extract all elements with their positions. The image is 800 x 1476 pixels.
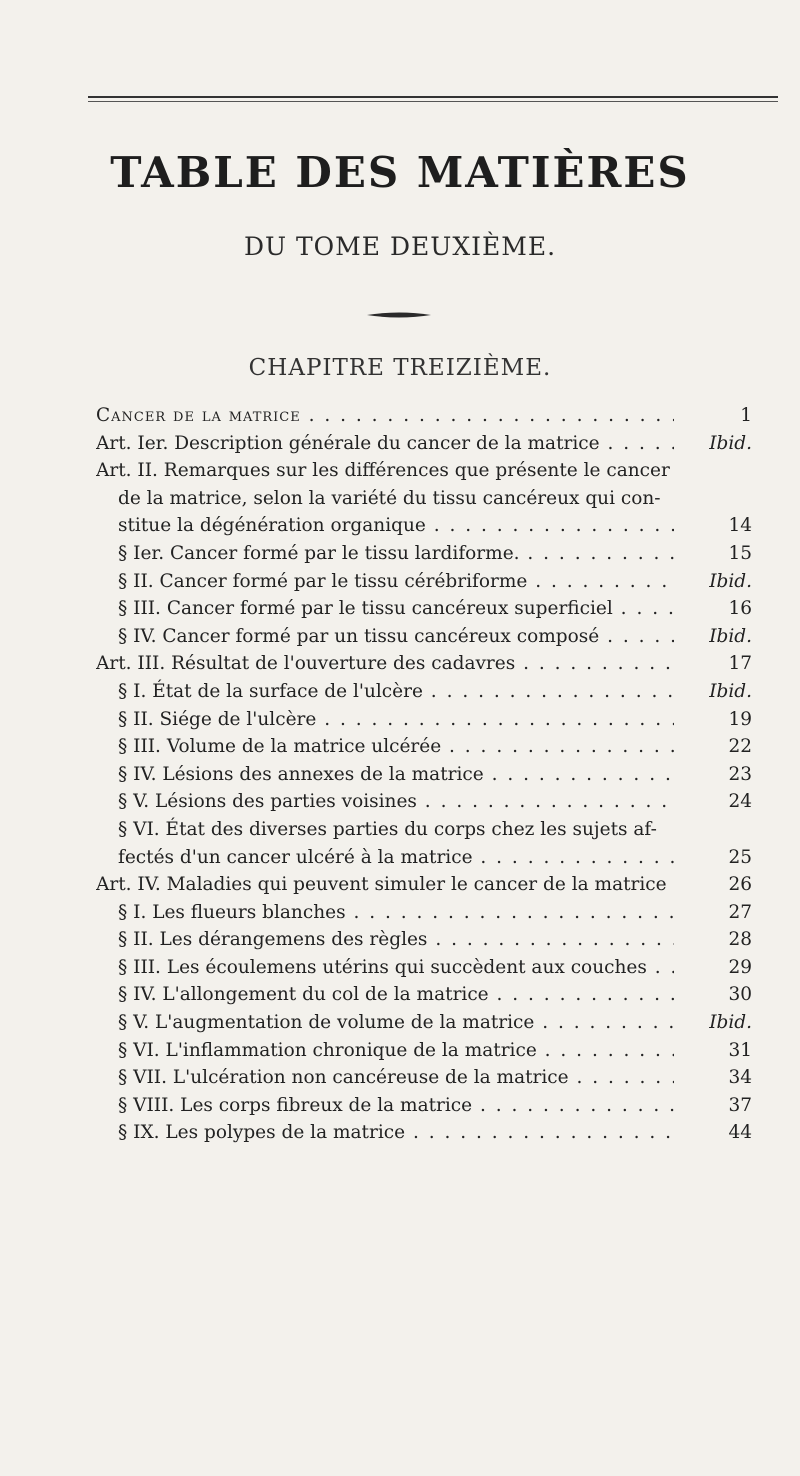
toc-entry-text: § III. Cancer formé par le tissu cancéreux superficiel . . . bbox=[118, 595, 674, 623]
toc-entry bbox=[96, 926, 752, 954]
toc-entry-text: Art. Ier. Description générale du cancer de la matrice . . . bbox=[96, 430, 674, 458]
toc-entry bbox=[96, 1092, 752, 1120]
toc-entry-text: § I. Les flueurs blanches . . . bbox=[118, 899, 674, 927]
toc-entry-text: § I. État de la surface de l'ulcère . . . bbox=[118, 678, 674, 706]
toc-entry-text: § IX. Les polypes de la matrice . . . bbox=[118, 1119, 674, 1147]
toc-entry bbox=[96, 788, 752, 816]
toc-entry-text: § VII. L'ulcération non cancéreuse de la matrice . . . bbox=[118, 1064, 674, 1092]
toc-entry-page: 34 bbox=[682, 1064, 752, 1092]
toc-entry-text: § Ier. Cancer formé par le tissu lardiforme. . . . bbox=[118, 540, 674, 568]
toc-entry bbox=[96, 899, 752, 927]
toc-entry bbox=[96, 650, 752, 678]
toc-entry-page: Ibid. bbox=[682, 678, 752, 706]
toc-entry-text: § II. Siége de l'ulcère . . . bbox=[118, 706, 674, 734]
toc-entry-text: Art. IV. Maladies qui peuvent simuler le cancer de la matrice . . . bbox=[96, 871, 674, 899]
toc-entry bbox=[96, 733, 752, 761]
toc-entry bbox=[96, 402, 752, 430]
toc-entry-text: § III. Les écoulemens utérins qui succèdent aux couches . . . bbox=[118, 954, 674, 982]
chapter-heading: CHAPITRE TREIZIÈME. bbox=[248, 355, 552, 381]
toc-entry bbox=[96, 568, 752, 596]
toc-entry-text: Art. II. Remarques sur les différences que présente le cancer bbox=[96, 460, 670, 482]
toc-entry-page: 17 bbox=[682, 650, 752, 678]
toc-entry-page: 31 bbox=[682, 1037, 752, 1065]
toc-entry-page: Ibid. bbox=[682, 1009, 752, 1037]
toc-entry-page: 37 bbox=[682, 1092, 752, 1120]
toc-entry-page: 30 bbox=[682, 981, 752, 1009]
toc-entry-text: de la matrice, selon la variété du tissu cancéreux qui con- bbox=[118, 487, 661, 509]
toc-entry-page: 15 bbox=[682, 540, 752, 568]
toc-entry bbox=[96, 512, 752, 540]
toc-entry bbox=[96, 457, 752, 485]
toc-entry-page: 1 bbox=[682, 402, 752, 430]
toc-entry bbox=[96, 954, 752, 982]
toc-entry bbox=[96, 485, 752, 513]
top-rule bbox=[88, 96, 778, 98]
toc-entry-text: fectés d'un cancer ulcéré à la matrice . . . bbox=[118, 844, 674, 872]
page-title: TABLE DES MATIÈRES bbox=[110, 148, 690, 197]
top-rule-thin bbox=[88, 101, 778, 102]
toc-entry-text: Art. III. Résultat de l'ouverture des cadavres . . . bbox=[96, 650, 674, 678]
toc-entry bbox=[96, 623, 752, 651]
toc-entry-text: § IV. L'allongement du col de la matrice . . . bbox=[118, 981, 674, 1009]
toc-entry bbox=[96, 1009, 752, 1037]
toc-entry-text: § IV. Cancer formé par un tissu cancéreux composé . . . bbox=[118, 623, 674, 651]
toc-entry-page: 26 bbox=[682, 871, 752, 899]
toc-entry bbox=[96, 1119, 752, 1147]
toc-entry-page: Ibid. bbox=[682, 568, 752, 596]
toc-entry-page: 28 bbox=[682, 926, 752, 954]
toc-entry-page: 14 bbox=[682, 512, 752, 540]
toc-entry bbox=[96, 981, 752, 1009]
toc-entry bbox=[96, 816, 752, 844]
toc-entry-text: § II. Les dérangemens des règles . . . bbox=[118, 926, 674, 954]
toc-entry-page: 24 bbox=[682, 788, 752, 816]
toc-entry-text: § IV. Lésions des annexes de la matrice . . . bbox=[118, 761, 674, 789]
toc-entry-text: § V. Lésions des parties voisines . . . bbox=[118, 788, 674, 816]
toc-entry-text: stitue la dégénération organique . . . bbox=[118, 512, 674, 540]
toc-entry-text: § III. Volume de la matrice ulcérée . . . bbox=[118, 733, 674, 761]
toc-entry-page: 27 bbox=[682, 899, 752, 927]
toc-entry bbox=[96, 1037, 752, 1065]
toc-entry bbox=[96, 844, 752, 872]
toc-entry-text: § V. L'augmentation de volume de la matrice . . . bbox=[118, 1009, 674, 1037]
toc-entry-page: Ibid. bbox=[682, 430, 752, 458]
toc-entry-text: § VIII. Les corps fibreux de la matrice . . . bbox=[118, 1092, 674, 1120]
table-of-contents bbox=[96, 402, 752, 1147]
toc-entry-text: § VI. L'inflammation chronique de la matrice . . . bbox=[118, 1037, 674, 1065]
toc-entry-page: 16 bbox=[682, 595, 752, 623]
toc-entry bbox=[96, 761, 752, 789]
toc-entry-page: 25 bbox=[682, 844, 752, 872]
toc-entry bbox=[96, 706, 752, 734]
toc-entry-page: Ibid. bbox=[682, 623, 752, 651]
toc-entry-text: § VI. État des diverses parties du corps chez les sujets af- bbox=[118, 818, 657, 840]
toc-entry bbox=[96, 871, 752, 899]
toc-entry-page: 44 bbox=[682, 1119, 752, 1147]
toc-entry-text: Cancer de la matrice . . . bbox=[96, 402, 674, 430]
toc-entry bbox=[96, 595, 752, 623]
toc-entry-page: 23 bbox=[682, 761, 752, 789]
toc-entry-page: 22 bbox=[682, 733, 752, 761]
toc-entry bbox=[96, 540, 752, 568]
toc-entry-page: 19 bbox=[682, 706, 752, 734]
toc-entry bbox=[96, 678, 752, 706]
toc-entry bbox=[96, 430, 752, 458]
toc-entry bbox=[96, 1064, 752, 1092]
toc-entry-page: 29 bbox=[682, 954, 752, 982]
page-subtitle: DU TOME DEUXIÈME. bbox=[243, 232, 557, 261]
toc-entry-text: § II. Cancer formé par le tissu cérébriforme . . . bbox=[118, 568, 674, 596]
ornament-rule-icon bbox=[367, 310, 431, 320]
